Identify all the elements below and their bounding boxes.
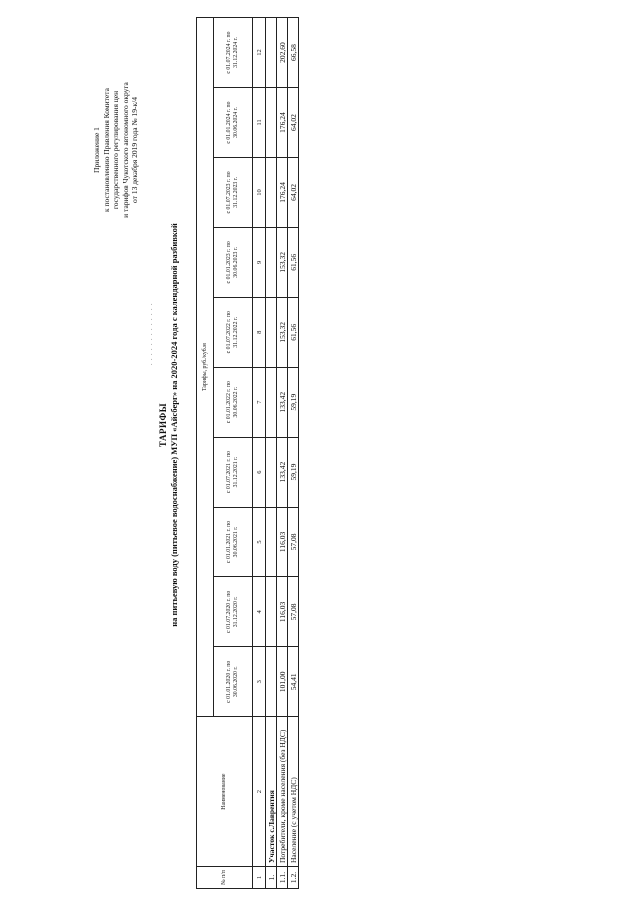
column-number: 4 [253,577,266,647]
tariff-value: 59,19 [288,437,299,507]
tariff-value [266,437,277,507]
column-number: 11 [253,88,266,158]
header-num: № п/п [197,867,253,889]
header-period: с 01.07.2022 г. по 31.12.2022 г. [214,297,253,367]
tariff-value: 153,32 [277,227,288,297]
tariff-value: 133,42 [277,437,288,507]
column-number: 1 [253,867,266,889]
row-number: 1. [266,867,277,889]
tariff-value: 61,56 [288,227,299,297]
tariff-value: 176,24 [277,157,288,227]
header-period: с 01.07.2024 г. по 31.12.2024 г. [214,18,253,88]
tariff-value [266,157,277,227]
tariff-table [196,17,299,889]
tariff-value [266,367,277,437]
header-period: с 01.01.2023 г. по 30.06.2023 г. [214,227,253,297]
tariff-value: 64,02 [288,88,299,158]
column-number: 9 [253,227,266,297]
tariff-value: 66,58 [288,18,299,88]
column-number: 6 [253,437,266,507]
column-number: 12 [253,18,266,88]
tariff-value [266,88,277,158]
header-period: с 01.01.2021 г. по 30.06.2021 г. [214,507,253,577]
tariff-value: 153,32 [277,297,288,367]
document-title [158,85,179,765]
tariff-value: 101,00 [277,647,288,717]
column-number: 10 [253,157,266,227]
column-number: 8 [253,297,266,367]
row-name: Потребители, кроме населения (без НДС) [277,717,288,867]
header-period: с 01.01.2024 г. по 30.06.2024 г. [214,88,253,158]
tariff-value [266,507,277,577]
tariff-value [266,577,277,647]
column-number: 3 [253,647,266,717]
title-subtitle: на питьевую воду (питьевое водоснабжение) МУП «Айсберг» на 2020-2024 года с календарной разбивкой [168,223,179,627]
column-number: 2 [253,717,266,867]
tariff-value: 202,60 [277,18,288,88]
table-row [277,18,288,889]
header-period: с 01.07.2020 г. по 31.12.2020 г. [214,577,253,647]
row-name: Участок с.Лаврентия [266,717,277,867]
tariff-value: 133,42 [277,367,288,437]
appendix-line: к постановлению Правления Комитета [101,88,111,212]
header-period: с 01.01.2020 г. по 30.06.2020 г. [214,647,253,717]
appendix-line: государственного регулирования цен [111,90,121,210]
header-tariffs-group: Тарифы, руб./куб.м [197,18,214,717]
table-row [288,18,299,889]
tariff-value [266,297,277,367]
appendix-block [92,30,140,270]
tariff-value: 64,02 [288,157,299,227]
header-period: с 01.07.2023 г. по 31.12.2023 г. [214,157,253,227]
header-period: с 01.07.2021 г. по 31.12.2021 г. [214,437,253,507]
tariff-value: 176,24 [277,88,288,158]
row-number: 1.2. [288,867,299,889]
title-heading: ТАРИФЫ [158,402,168,448]
header-name: Наименование [197,717,253,867]
tariff-value [266,227,277,297]
column-number: 7 [253,367,266,437]
table-row [266,18,277,889]
tariff-value [266,18,277,88]
tariff-value: 116,03 [277,507,288,577]
dotted-separator: . . . . . . . . . . . . . [148,302,154,365]
row-number: 1.1. [277,867,288,889]
row-name: Население (с учетом НДС) [288,717,299,867]
tariff-value: 57,08 [288,507,299,577]
header-period: с 01.01.2022 г. по 30.06.2022 г. [214,367,253,437]
tariff-value: 57,08 [288,577,299,647]
tariff-value: 61,56 [288,297,299,367]
tariff-value: 59,19 [288,367,299,437]
appendix-line: и тарифов Чукотского автономного округа [120,82,130,218]
tariff-value: 116,03 [277,577,288,647]
appendix-line: Приложение 1 [92,127,101,173]
tariff-value: 54,41 [288,647,299,717]
appendix-line: от 13 декабря 2019 года № 19-к/4 [130,97,140,203]
column-number: 5 [253,507,266,577]
tariff-value [266,647,277,717]
